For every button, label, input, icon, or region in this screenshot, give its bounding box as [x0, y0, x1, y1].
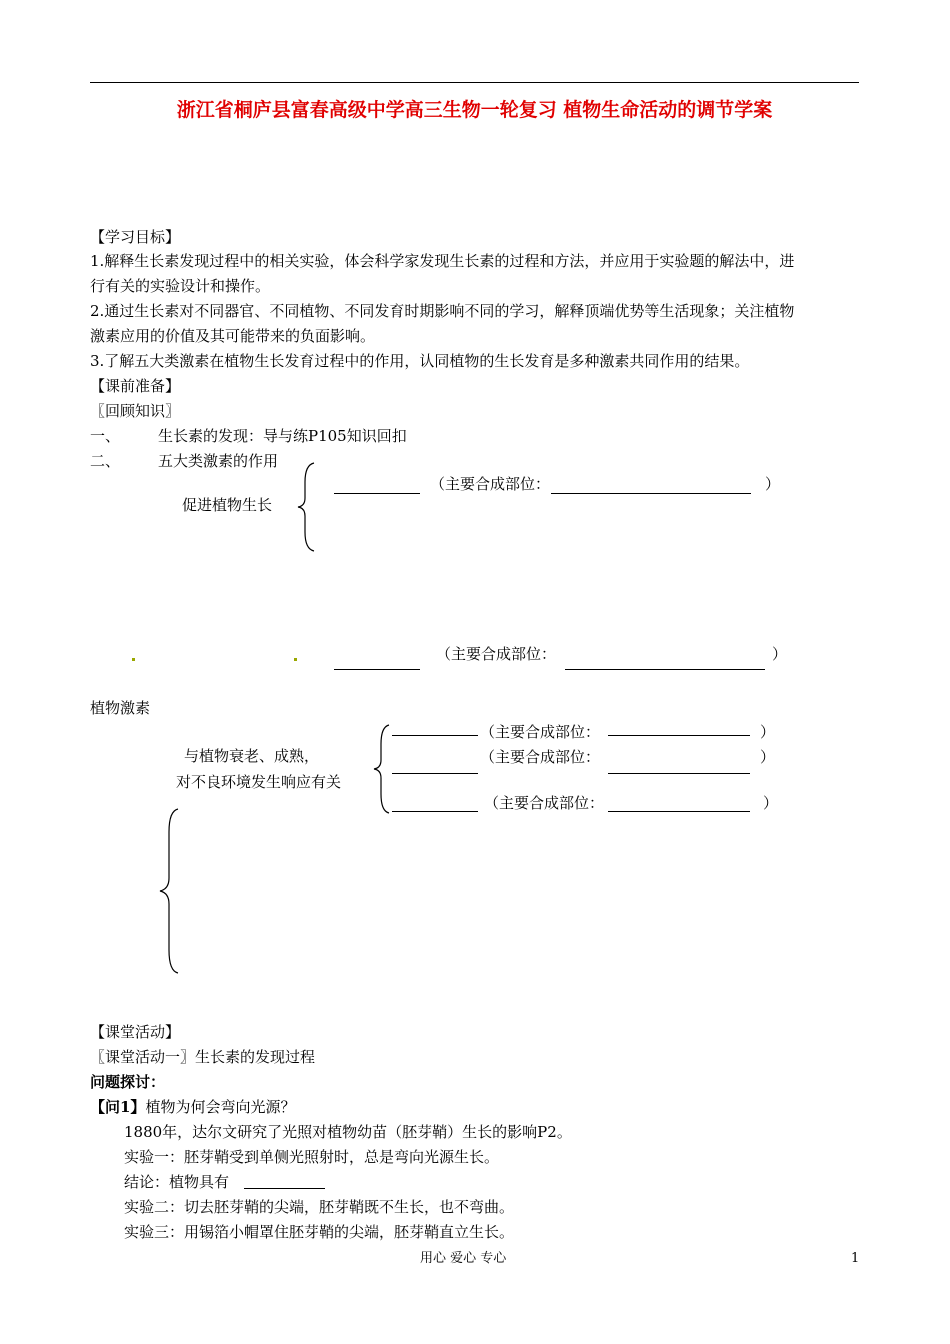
hormone-blank-4[interactable]	[392, 773, 478, 774]
objective-2-line-1: 2.通过生长素对不同器官、不同植物、不同发育时期影响不同的学习，解释顶端优势等生活现象；关注植物	[90, 302, 795, 320]
close-paren-2: ）	[772, 645, 788, 663]
close-paren-3: ）	[760, 723, 776, 741]
footer-motto: 用心 爱心 专心	[420, 1251, 507, 1266]
question-1-label: 【问1】	[90, 1098, 146, 1116]
objective-1-line-2: 行有关的实验设计和操作。	[90, 277, 271, 295]
top-rule	[90, 82, 859, 83]
aging-brace	[371, 724, 393, 814]
objective-3: 3.了解五大类激素在植物生长发育过程中的作用，认同植物的生长发育是多种激素共同作用的结果。	[90, 352, 750, 370]
review-knowledge-label: 〖回顾知识〗	[90, 402, 181, 420]
preparation-heading: 【课前准备】	[90, 377, 181, 395]
synthesis-site-blank-2[interactable]	[565, 669, 765, 670]
hormone-blank-3[interactable]	[392, 735, 478, 736]
discussion-label: 问题探讨：	[90, 1073, 166, 1091]
close-paren-1: ）	[765, 475, 781, 493]
promote-growth-brace	[296, 462, 318, 552]
synthesis-site-blank-3[interactable]	[608, 735, 750, 736]
review-item-2-text: 五大类激素的作用	[158, 452, 279, 470]
hormone-blank-2[interactable]	[334, 669, 420, 670]
darwin-line: 1880年，达尔文研究了光照对植物幼苗（胚芽鞘）生长的影响P2。	[124, 1123, 572, 1141]
activity-1-title: 〖课堂活动一〗生长素的发现过程	[90, 1048, 316, 1066]
synthesis-site-blank-4[interactable]	[608, 773, 750, 774]
hormone-blank-5[interactable]	[392, 811, 478, 812]
close-paren-4: ）	[760, 748, 776, 766]
question-1-text: 植物为何会弯向光源？	[145, 1098, 296, 1116]
plant-hormone-brace	[158, 808, 182, 974]
synthesis-site-blank-1[interactable]	[551, 493, 751, 494]
experiment-2-line: 实验二：切去胚芽鞘的尖端，胚芽鞘既不生长，也不弯曲。	[124, 1198, 515, 1216]
synthesis-site-blank-5[interactable]	[608, 811, 750, 812]
page-number: 1	[851, 1251, 860, 1266]
close-paren-5: ）	[763, 794, 779, 812]
promote-growth-label: 促进植物生长	[182, 496, 273, 514]
synthesis-site-label-1: （主要合成部位：	[430, 475, 551, 493]
hormone-blank-1[interactable]	[334, 493, 420, 494]
decorative-dot-1	[132, 658, 135, 661]
page-title: 浙江省桐庐县富春高级中学高三生物一轮复习 植物生命活动的调节学案	[176, 99, 773, 121]
plant-hormone-label: 植物激素	[90, 699, 151, 717]
review-item-1-text: 生长素的发现：导与练P105知识回扣	[158, 427, 407, 445]
review-item-2-number: 二、	[90, 452, 121, 470]
objective-2-line-2: 激素应用的价值及其可能带来的负面影响。	[90, 327, 376, 345]
decorative-dot-2	[294, 658, 297, 661]
objectives-heading: 【学习目标】	[90, 228, 181, 246]
synthesis-site-label-3: （主要合成部位：	[480, 723, 601, 741]
conclusion-label: 结论：植物具有	[124, 1173, 230, 1191]
synthesis-site-label-5: （主要合成部位：	[484, 794, 605, 812]
class-activity-heading: 【课堂活动】	[90, 1023, 181, 1041]
conclusion-blank[interactable]	[244, 1188, 325, 1189]
synthesis-site-label-4: （主要合成部位：	[480, 748, 601, 766]
experiment-3-line: 实验三：用锡箔小帽罩住胚芽鞘的尖端，胚芽鞘直立生长。	[124, 1223, 515, 1241]
synthesis-site-label-2: （主要合成部位：	[436, 645, 557, 663]
objective-1-line-1: 1.解释生长素发现过程中的相关实验，体会科学家发现生长素的过程和方法，并应用于实验题的解法中，进	[90, 252, 795, 270]
aging-label-line-2: 对不良环境发生响应有关	[176, 773, 342, 791]
review-item-1-number: 一、	[90, 427, 121, 445]
aging-label-line-1: 与植物衰老、成熟，	[184, 747, 320, 765]
experiment-1-line: 实验一：胚芽鞘受到单侧光照射时，总是弯向光源生长。	[124, 1148, 500, 1166]
